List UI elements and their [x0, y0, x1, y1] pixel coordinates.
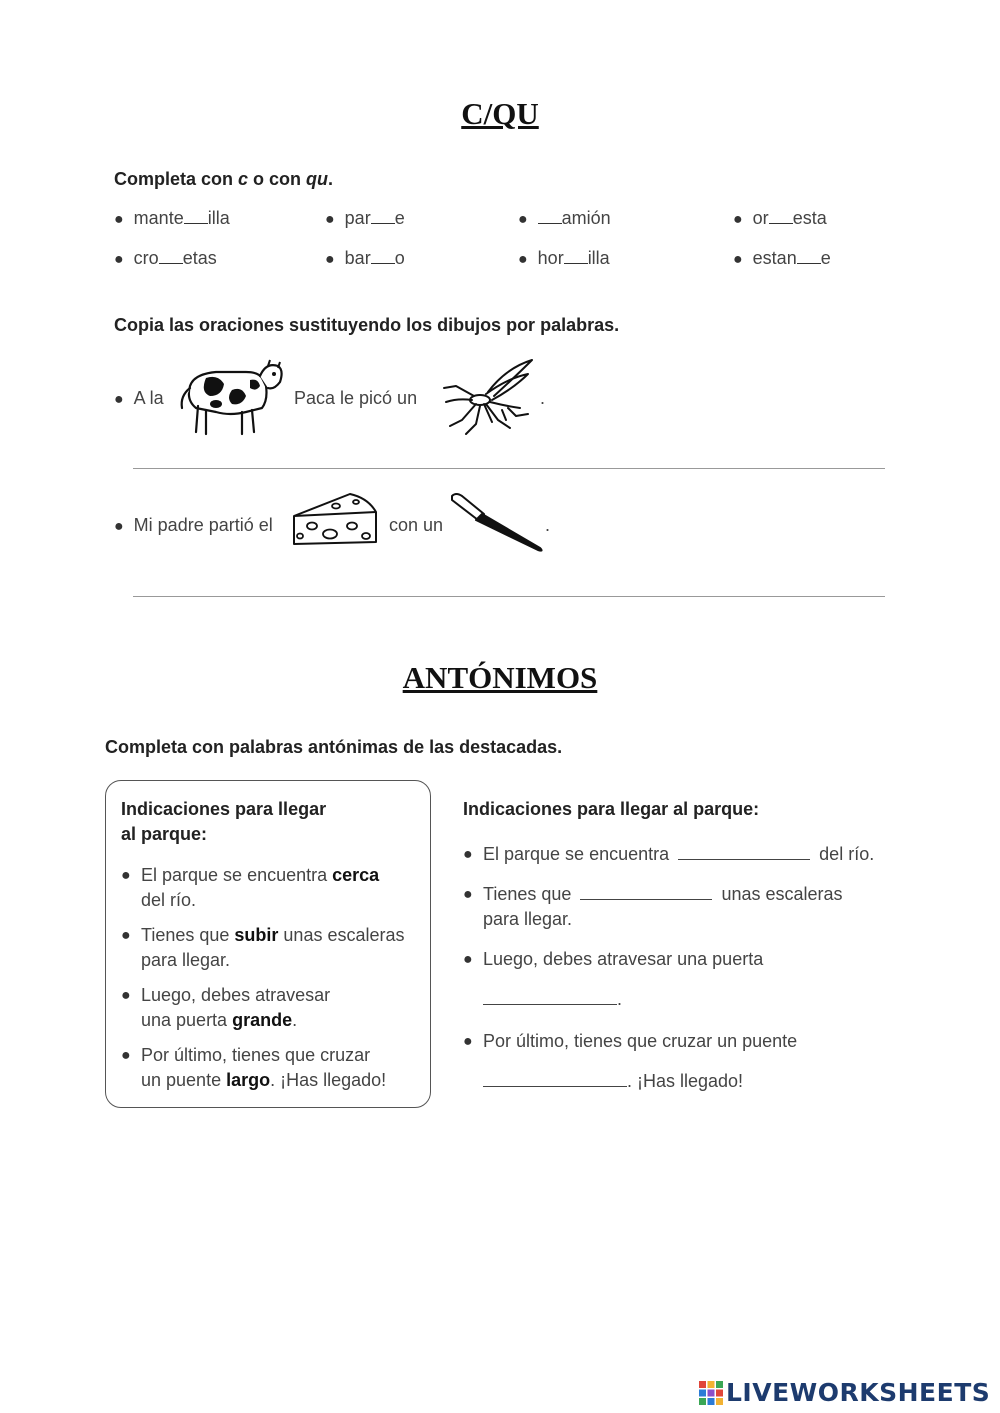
answer-line-2[interactable]: [133, 596, 885, 597]
letter-blank[interactable]: [564, 249, 588, 264]
antonimos-instruction: Completa con palabras antónimas de las destacadas.: [105, 737, 563, 757]
instruction-qu: qu: [306, 169, 329, 189]
logo-text: LIVEWORKSHEETS: [726, 1378, 991, 1407]
sentence2-end: .: [545, 515, 551, 535]
box-title-line: al parque:: [121, 824, 208, 844]
answer-blank-3[interactable]: [483, 990, 617, 1005]
right-item-2: ● Tienes que unas escaleras para llegar.: [463, 884, 843, 929]
sentence1-start: ● A la: [114, 388, 164, 408]
box-item: ● Por último, tienes que cruzar un puente largo. ¡Has llegado!: [121, 1045, 387, 1090]
box-item: ● Tienes que subir unas escaleras para llegar.: [121, 925, 405, 970]
letter-blank[interactable]: [797, 249, 821, 264]
sentence2-start: ● Mi padre partió el: [114, 515, 273, 535]
box-title: [121, 797, 326, 847]
mosquito-icon: [436, 356, 540, 436]
letter-blank[interactable]: [769, 209, 793, 224]
logo-icon: [698, 1380, 724, 1406]
section-title-cqu: C/QU: [461, 96, 539, 131]
right-item-3: ● Luego, debes atravesar una puerta .: [463, 949, 764, 1009]
right-title: Indicaciones para llegar al parque:: [463, 799, 760, 819]
instruction-c: c: [238, 169, 249, 189]
reference-box: [105, 780, 431, 1108]
section-title-antonimos: ANTÓNIMOS: [402, 660, 598, 695]
box-item: ● Luego, debes atravesar una puerta grande.: [121, 985, 331, 1030]
letter-blank[interactable]: [538, 209, 562, 224]
word-item: ● or esta: [733, 208, 827, 228]
answer-blank-2[interactable]: [580, 885, 712, 900]
sentence1-middle: Paca le picó un: [294, 388, 418, 408]
word-item: ● amión: [518, 208, 611, 228]
right-item-1: ● El parque se encuentra del río.: [463, 844, 875, 864]
liveworksheets-logo: [698, 1378, 990, 1407]
letter-blank[interactable]: [184, 209, 208, 224]
exercise2-instruction: Copia las oraciones sustituyendo los dibujos por palabras.: [114, 315, 620, 335]
box-item: ● El parque se encuentra cerca del río.: [121, 865, 380, 910]
sentence1-end: .: [540, 388, 546, 408]
box-title-line: Indicaciones para llegar: [121, 799, 327, 819]
cow-icon: [176, 356, 286, 438]
word-item: ● mante illa: [114, 208, 230, 228]
knife-icon: [448, 490, 551, 556]
exercise1-instruction: [114, 169, 333, 190]
letter-blank[interactable]: [159, 249, 183, 264]
letter-blank[interactable]: [371, 249, 395, 264]
answer-blank-4[interactable]: [483, 1072, 627, 1087]
cheese-icon: [290, 490, 382, 550]
letter-blank[interactable]: [371, 209, 395, 224]
answer-line-1[interactable]: [133, 468, 885, 469]
word-item: ● hor illa: [518, 248, 610, 268]
word-item: ● cro etas: [114, 248, 217, 268]
instruction-text: o con: [248, 169, 307, 189]
right-item-4: ● Por último, tienes que cruzar un puente . ¡Has llegado!: [463, 1031, 798, 1091]
word-item: ● estan e: [733, 248, 831, 268]
answer-blank-1[interactable]: [678, 845, 810, 860]
instruction-text: .: [328, 169, 334, 189]
sentence2-middle: con un: [389, 515, 444, 535]
word-item: ● par e: [325, 208, 405, 228]
word-item: ● bar o: [325, 248, 405, 268]
instruction-text: Completa con: [114, 169, 239, 189]
